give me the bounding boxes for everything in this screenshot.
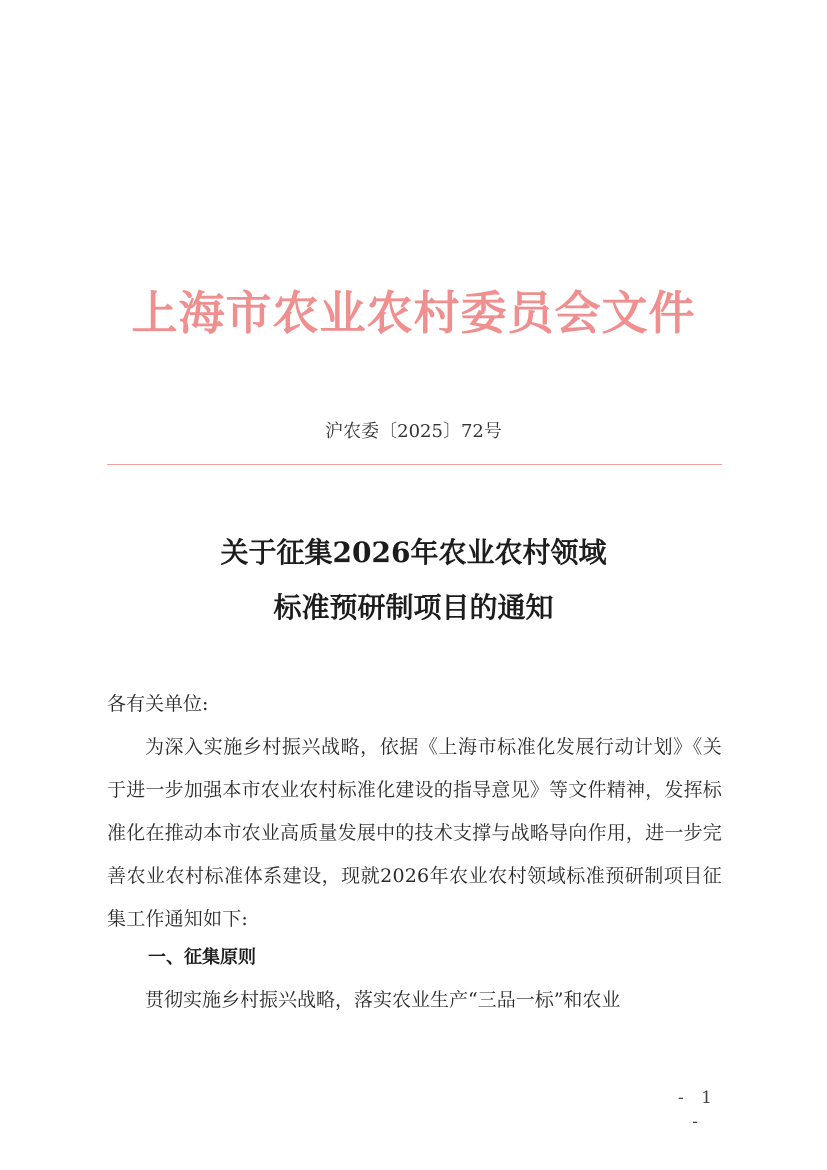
page-number: - 1 - xyxy=(678,1088,718,1132)
document-number: 沪农委〔2025〕72号 xyxy=(325,421,502,442)
red-separator-line xyxy=(107,464,722,465)
body-paragraph-1: 为深入实施乡村振兴战略，依据《上海市标准化发展行动计划》《关于进一步加强本市农业农村标准化建设的指导意见》等文件精神，发挥标准化在推动本市农业高质量发展中的技术支撑与战略导向作用，进一步完善农业农村标准体系建设，现就2026年农业农村领域标准预研制项目征集工作通知如下: xyxy=(107,736,722,930)
salutation: 各有关单位: xyxy=(107,693,209,715)
document-title-line-2: 标准预研制项目的通知 xyxy=(273,591,554,624)
issuer-header-title: 上海市农业农村委员会文件 xyxy=(131,286,696,340)
body-paragraph-2: 贯彻实施乡村振兴战略，落实农业生产“三品一标”和农业 xyxy=(145,989,621,1011)
document-title-line-1: 关于征集2026年农业农村领域 xyxy=(220,536,607,569)
section-heading-1: 一、征集原则 xyxy=(148,947,256,968)
